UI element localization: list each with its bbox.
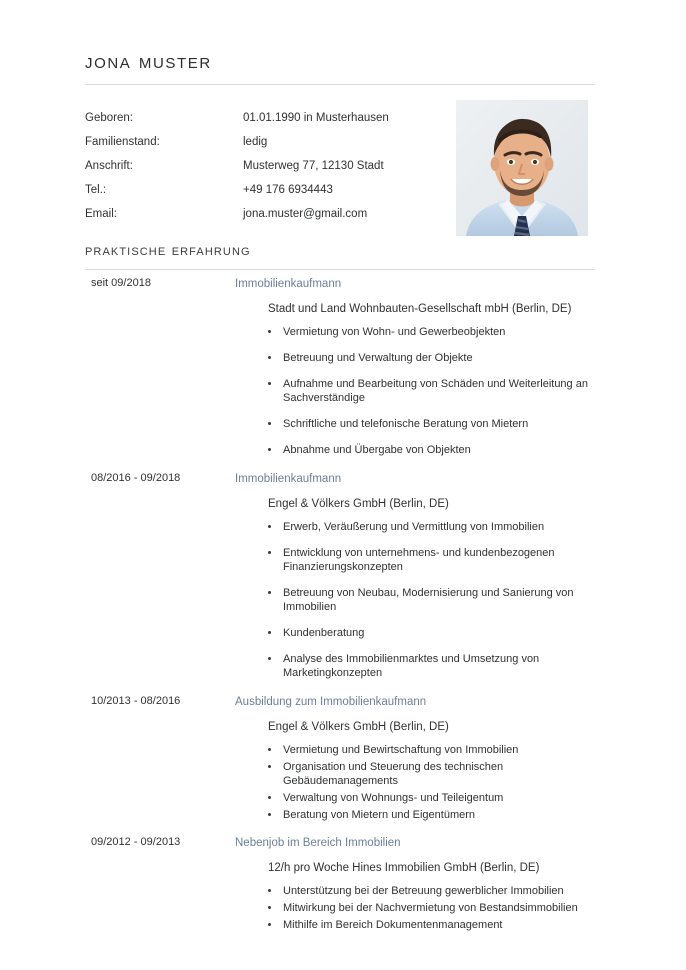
entry-body	[235, 472, 595, 680]
entry-body	[235, 836, 595, 932]
detail-row	[85, 208, 445, 232]
detail-label: Email:	[85, 208, 117, 220]
entry-bullet: Vermietung von Wohn- und Gewerbeobjekten	[235, 325, 595, 339]
entry-bullet: Abnahme und Übergabe von Objekten	[235, 443, 595, 457]
detail-label: Familienstand:	[85, 136, 160, 148]
entry-bullet: Kundenberatung	[235, 626, 595, 640]
section-divider	[85, 269, 595, 270]
entry-job-title: Immobilienkaufmann	[235, 473, 342, 485]
entry-bullet: Betreuung und Verwaltung der Objekte	[235, 351, 595, 365]
detail-value: +49 176 6934443	[243, 184, 333, 196]
detail-value: ledig	[243, 136, 268, 148]
entry-bullet: Analyse des Immobilienmarktes und Umsetzung von Marketingkonzepten	[235, 652, 595, 680]
entry-bullet: Erwerb, Veräußerung und Vermittlung von Immobilien	[235, 520, 595, 534]
section-title: praktische erfahrung	[85, 242, 251, 259]
entry-job-title: Nebenjob im Bereich Immobilien	[235, 837, 401, 849]
entry-date: 09/2012 - 09/2013	[91, 836, 181, 848]
detail-value: jona.muster@gmail.com	[243, 208, 368, 220]
detail-row	[85, 136, 445, 160]
experience-list	[85, 277, 595, 946]
detail-value: Musterweg 77, 12130 Stadt	[243, 160, 384, 172]
entry-bullet: Mitwirkung bei der Nachvermietung von Bestandsimmobilien	[235, 901, 595, 915]
personal-details	[85, 112, 445, 232]
entry-company: Engel & Völkers GmbH (Berlin, DE)	[268, 498, 449, 510]
entry-company: Engel & Völkers GmbH (Berlin, DE)	[268, 721, 449, 733]
detail-row	[85, 112, 445, 136]
entry-bullet: Mithilfe im Bereich Dokumentenmanagement	[235, 918, 595, 932]
entry-bullet: Schriftliche und telefonische Beratung von Mietern	[235, 417, 595, 431]
detail-row	[85, 184, 445, 208]
detail-label: Tel.:	[85, 184, 107, 196]
entry-body	[235, 277, 595, 457]
header	[85, 50, 595, 85]
detail-label: Anschrift:	[85, 160, 133, 172]
detail-row	[85, 160, 445, 184]
entry-bullet: Unterstützung bei der Betreuung gewerblicher Immobilien	[235, 884, 595, 898]
section-header-experience	[85, 242, 595, 270]
portrait-photo	[456, 100, 588, 236]
entry-company: Stadt und Land Wohnbauten-Gesellschaft mbH (Berlin, DE)	[268, 303, 572, 315]
entry-bullet: Vermietung und Bewirtschaftung von Immobilien	[235, 743, 595, 757]
entry-bullet: Betreuung von Neubau, Modernisierung und Sanierung von Immobilien	[235, 586, 595, 614]
entry-bullet: Aufnahme und Bearbeitung von Schäden und Weiterleitung an Sachverständige	[235, 377, 595, 405]
detail-value: 01.01.1990 in Musterhausen	[243, 112, 389, 124]
experience-entry	[85, 695, 595, 822]
entry-bullet-list	[235, 884, 595, 932]
avatar	[456, 100, 588, 236]
entry-bullet: Verwaltung von Wohnungs- und Teileigentum	[235, 791, 595, 805]
entry-job-title: Ausbildung zum Immobilienkaufmann	[235, 696, 427, 708]
entry-date: 08/2016 - 09/2018	[91, 472, 181, 484]
entry-bullet-list	[235, 520, 595, 680]
entry-body	[235, 695, 595, 822]
entry-bullet-list	[235, 743, 595, 822]
detail-label: Geboren:	[85, 112, 133, 124]
experience-entry	[85, 836, 595, 932]
header-divider	[85, 84, 595, 85]
entry-date: seit 09/2018	[91, 277, 151, 289]
entry-bullet: Organisation und Steuerung des technischen Gebäudemanagements	[235, 760, 595, 788]
entry-job-title: Immobilienkaufmann	[235, 278, 342, 290]
entry-date: 10/2013 - 08/2016	[91, 695, 181, 707]
entry-bullet-list	[235, 325, 595, 457]
experience-entry	[85, 472, 595, 680]
entry-bullet: Entwicklung von unternehmens- und kundenbezogenen Finanzierungskonzepten	[235, 546, 595, 574]
entry-bullet: Beratung von Mietern und Eigentümern	[235, 808, 595, 822]
page-title: jona muster	[85, 50, 212, 73]
entry-company: 12/h pro Woche Hines Immobilien GmbH (Berlin, DE)	[268, 862, 540, 874]
experience-entry	[85, 277, 595, 457]
